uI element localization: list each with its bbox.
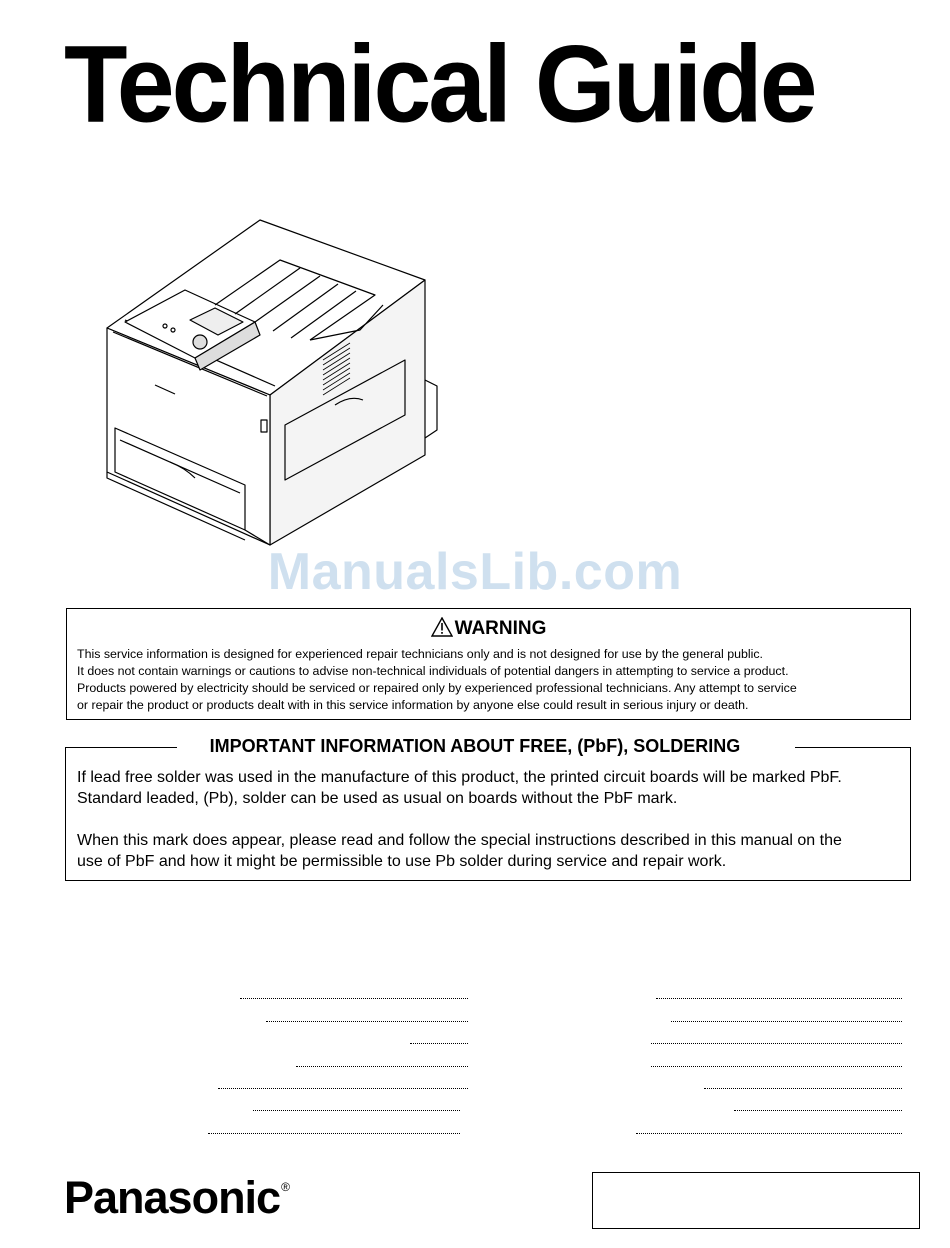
warning-text (77, 646, 907, 714)
soldering-line: If lead free solder was used in the manufacture of this product, the printed circuit boards will be marked PbF. (77, 769, 842, 786)
warning-line: It does not contain warnings or cautions to advise non-technical individuals of potential dangers in attempting to service a product. (77, 664, 789, 678)
dotted-leader-line (240, 998, 468, 999)
dotted-leader-line (651, 1043, 902, 1044)
warning-heading-text: WARNING (454, 618, 547, 639)
soldering-heading (0, 736, 950, 757)
dotted-leader-line (253, 1110, 460, 1111)
warning-line: This service information is designed for experienced repair technicians only and is not designed for use by the general public. (77, 647, 764, 661)
dotted-leader-line (218, 1088, 468, 1089)
dotted-leader-line (636, 1133, 902, 1134)
dotted-leader-line (266, 1021, 468, 1022)
dotted-leader-line (734, 1110, 902, 1111)
dotted-leader-line (671, 1021, 902, 1022)
dotted-leader-line (410, 1043, 468, 1044)
warning-line: or repair the product or products dealt with in this service information by anyone else could result in serious injury or death. (77, 698, 749, 712)
model-number-box (592, 1172, 920, 1229)
warning-heading (67, 617, 910, 640)
dotted-leader-line (656, 998, 902, 999)
brand-logo (64, 1172, 290, 1223)
dotted-leader-line (651, 1066, 902, 1067)
soldering-heading-text: IMPORTANT INFORMATION ABOUT FREE, (PbF), SOLDERING (204, 736, 747, 756)
soldering-line: Standard leaded, (Pb), solder can be used as usual on boards without the PbF mark. (77, 790, 678, 807)
document-title: Technical Guide (64, 23, 815, 146)
watermark: ManualsLib.com (267, 543, 683, 601)
soldering-line: use of PbF and how it might be permissible to use Pb solder during service and repair work. (77, 853, 727, 870)
soldering-text (77, 767, 907, 872)
brand-name: Panasonic (64, 1172, 281, 1223)
dotted-leader-line (704, 1088, 902, 1089)
warning-box (66, 608, 911, 720)
warning-triangle-icon (431, 617, 453, 637)
dotted-leader-line (208, 1133, 460, 1134)
warning-line: Products powered by electricity should be serviced or repaired only by experienced professional technicians. Any attempt to service (77, 681, 797, 695)
printer-illustration (95, 210, 445, 555)
registered-mark: ® (281, 1180, 290, 1194)
dotted-leader-line (296, 1066, 468, 1067)
soldering-line: When this mark does appear, please read and follow the special instructions described in this manual on the (77, 832, 842, 849)
